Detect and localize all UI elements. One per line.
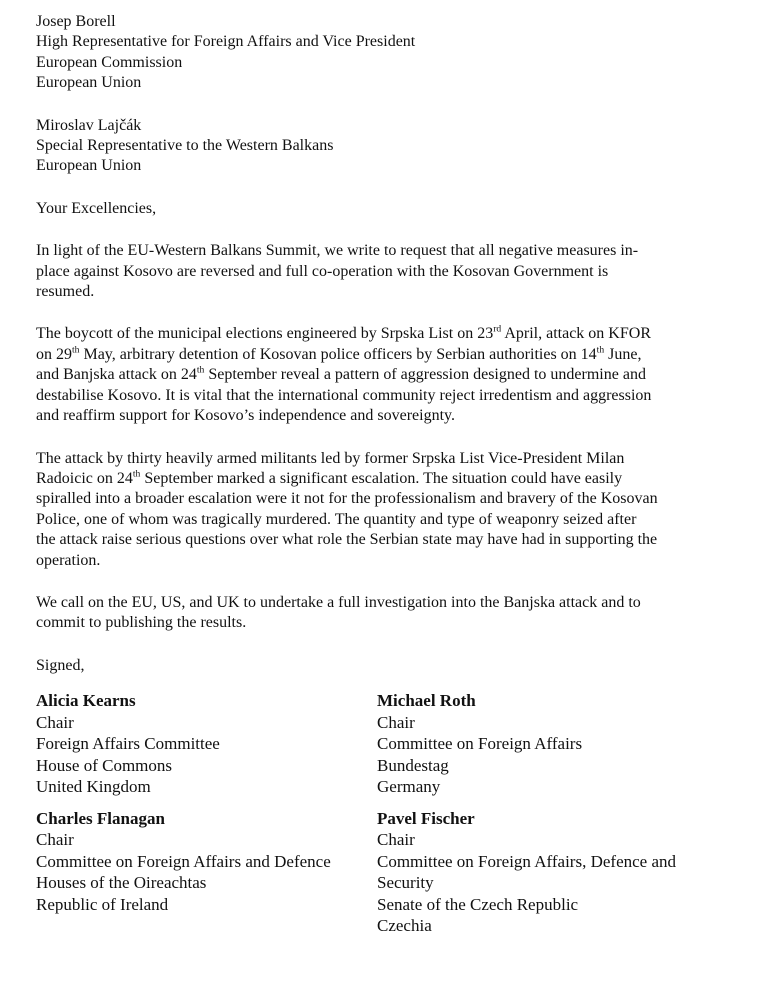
paragraph-line: place against Kosovo are reversed and full co-operation with the Kosovan Government is <box>36 262 609 280</box>
body-paragraph <box>36 593 736 634</box>
signatory-name: Pavel Fischer <box>377 808 475 828</box>
signatory-block <box>377 690 732 798</box>
signed-label: Signed, <box>36 656 85 674</box>
paragraph-line: on 29th May, arbitrary detention of Kosovan police officers by Serbian authorities on 14th June, <box>36 344 642 363</box>
body-paragraph <box>36 241 736 302</box>
ordinal-superscript: th <box>72 344 80 356</box>
recipient-line: European Commission <box>36 53 183 71</box>
signatory-detail: Houses of the Oireachtas <box>36 873 207 893</box>
salutation: Your Excellencies, <box>36 199 157 217</box>
recipient-line: Miroslav Lajčák <box>36 116 142 134</box>
recipient-block <box>36 116 736 177</box>
paragraph-line: and reaffirm support for Kosovo’s independence and sovereignty. <box>36 407 455 425</box>
recipient-line: Special Representative to the Western Balkans <box>36 137 334 155</box>
signature-section <box>36 690 736 937</box>
signatory-detail: Committee on Foreign Affairs and Defence <box>36 851 331 871</box>
signatory-block <box>36 690 377 798</box>
signatory-block <box>377 808 732 937</box>
signature-row <box>36 690 736 798</box>
paragraph-line: The boycott of the municipal elections engineered by Srpska List on 23rd April, attack on KFOR <box>36 324 651 343</box>
signatory-detail: Chair <box>36 830 74 850</box>
signatory-detail: Chair <box>377 830 415 850</box>
signatory-detail: Committee on Foreign Affairs, Defence and <box>377 851 676 871</box>
paragraph-line: operation. <box>36 551 101 569</box>
recipient-line: European Union <box>36 74 142 92</box>
signatory-name: Michael Roth <box>377 691 476 711</box>
signatory-name: Charles Flanagan <box>36 808 165 828</box>
paragraph-line: and Banjska attack on 24th September reveal a pattern of aggression designed to undermine and <box>36 364 646 384</box>
signatory-detail: Germany <box>377 777 441 797</box>
signatory-detail: United Kingdom <box>36 777 151 797</box>
ordinal-superscript: th <box>596 344 605 356</box>
recipient-block <box>36 12 736 94</box>
recipient-line: High Representative for Foreign Affairs and Vice President <box>36 33 416 51</box>
paragraph-line: resumed. <box>36 283 95 301</box>
recipient-line: Josep Borell <box>36 13 116 30</box>
letter-body <box>36 241 736 634</box>
signatory-detail: Chair <box>36 712 74 732</box>
recipient-section <box>36 12 736 177</box>
paragraph-line: Radoicic on 24th September marked a significant escalation. The situation could have easily <box>36 468 623 487</box>
paragraph-line: We call on the EU, US, and UK to undertake a full investigation into the Banjska attack and to <box>36 593 641 611</box>
signatory-name: Alicia Kearns <box>36 691 136 711</box>
paragraph-line: In light of the EU-Western Balkans Summit, we write to request that all negative measures in- <box>36 242 639 260</box>
paragraph-line: spiralled into a broader escalation were it not for the professionalism and bravery of the Kosovan <box>36 490 658 508</box>
paragraph-line: destabilise Kosovo. It is vital that the international community reject irredentism and aggression <box>36 386 652 404</box>
signature-row <box>36 808 736 937</box>
signatory-detail: Czechia <box>377 916 432 936</box>
ordinal-superscript: th <box>196 364 205 376</box>
paragraph-line: Police, one of whom was tragically murdered. The quantity and type of weaponry seized after <box>36 510 637 528</box>
signatory-detail: Bundestag <box>377 755 449 775</box>
recipient-line: European Union <box>36 157 142 175</box>
body-paragraph <box>36 324 736 426</box>
signatory-detail: Republic of Ireland <box>36 894 169 914</box>
signatory-detail: Security <box>377 873 434 893</box>
signatory-block <box>36 808 377 937</box>
paragraph-line: the attack raise serious questions over what role the Serbian state may have had in supporting the <box>36 531 658 549</box>
ordinal-superscript: th <box>132 468 141 480</box>
ordinal-superscript: rd <box>493 324 502 336</box>
signatory-detail: Foreign Affairs Committee <box>36 734 220 754</box>
paragraph-line: The attack by thirty heavily armed militants led by former Srpska List Vice-President Milan <box>36 449 625 467</box>
body-paragraph <box>36 449 736 571</box>
signatory-detail: Chair <box>377 712 415 732</box>
paragraph-line: commit to publishing the results. <box>36 614 247 632</box>
signatory-detail: Committee on Foreign Affairs <box>377 734 583 754</box>
signatory-detail: House of Commons <box>36 755 172 775</box>
signatory-detail: Senate of the Czech Republic <box>377 894 579 914</box>
